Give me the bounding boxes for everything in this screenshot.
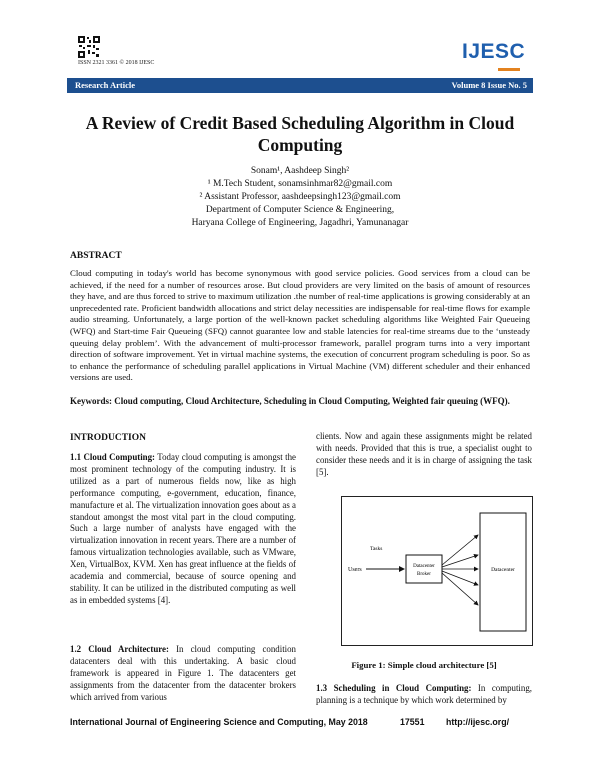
- department: Department of Computer Science & Engineering,: [205, 205, 395, 215]
- broker-label: Datacenter: [413, 564, 435, 569]
- abstract-heading: ABSTRACT: [70, 251, 122, 261]
- article-type: Research Article: [75, 80, 136, 90]
- introduction-heading: INTRODUCTION: [70, 433, 147, 443]
- broker-box: [406, 555, 442, 583]
- qr-code-icon: [78, 36, 100, 58]
- section-1-1-heading: 1.1 Cloud Computing:: [70, 452, 155, 462]
- page-number: 17551: [400, 717, 425, 727]
- figure-1: [341, 496, 533, 646]
- section-1-2-heading: 1.2 Cloud Architecture:: [70, 644, 169, 654]
- section-1-3: [316, 683, 532, 707]
- journal-url[interactable]: http://ijesc.org/: [446, 717, 510, 727]
- keywords: Keywords: Cloud computing, Cloud Architecture, Scheduling in Cloud Computing, Weighted fair queuing (WFQ).: [70, 396, 510, 406]
- volume-issue: Volume 8 Issue No. 5: [451, 80, 527, 90]
- affiliation-2: ² Assistant Professor, aashdeepsingh123@gmail.com: [199, 192, 401, 202]
- tasks-label: Tasks: [370, 546, 383, 552]
- author-block: [70, 165, 530, 230]
- authors: Sonam¹, Aashdeep Singh²: [250, 166, 350, 176]
- section-1-3-text: In computing, planning is a technique by which work determined by: [316, 683, 532, 705]
- right-column-text: clients. Now and again these assignments might be related with needs. Provided that this is true, a specialist ought to consider these needs and it is in charge of assigning the task [5].: [316, 431, 532, 477]
- broker-label-2: Broker: [417, 572, 431, 577]
- figure-caption: Figure 1: Simple cloud architecture [5]: [351, 660, 497, 670]
- affiliation-1: ¹ M.Tech Student, sonamsinhmar82@gmail.com: [207, 179, 393, 189]
- datacenter-label: Datacenter: [491, 567, 515, 573]
- section-1-1-text: Today cloud computing is amongst the most prominent technology of the computing industry. It is utilized as a part of numerous fields now, like as high performance computing, e-government, education, finance, manufacture et al. The virtualization innovation goes about as a standout amongst the most vital part in the cloud computing. Such a large number of analysts have engaged with the virtualization innovation in recent years. There are a number of famous virtualization technologies available, such as VMware, Xen, VirtualBox, KVM. Xen has great influence at the fields of academia and commercial, because of source opening and stability. It can be utilized in the distributed computing as well as in embedded systems [4].: [70, 452, 296, 605]
- abstract-text: Cloud computing in today's world has become synonymous with good service policies. Good services from a cloud can be achieved, if the need for a number of resources arose. But cloud providers are very limited on the basis of amount of resources they have, and are thus forced to strive to maximum utilization .the number of real-time applications is growing considerably at an unprecedented rate. Proficient bandwidth allocations and strict delay necessities are indispensable for real-time flows for example audio streaming. Unfortunately, a large portion of the well-known packet scheduling algorithms like Weighted Fair Queueing (WFQ) and Start-time Fair Queueing (SFQ) cannot guarantee low and stable latencies for real-time streams due to the ‘unsteady queuing delay problem’. With the advancement of multi-processor framework, parallel program turns into a very important direction of software improvement. Yet in virtual machine systems, the execution of concurrent program scheduling is poor. So as to enhance the performance of scheduling parallel applications in Virtual Machine (VM) different scheduler and their enhanced versions are used.: [70, 268, 530, 383]
- section-1-2-text: In cloud computing condition datacenters deal with this undertaking. A basic cloud framework is appeared in Figure 1. The datacenters get assignments from the datacenter from the datacenter brokers which arrived from various: [70, 644, 296, 702]
- section-1-2: [70, 644, 296, 704]
- section-1-3-heading: 1.3 Scheduling in Cloud Computing:: [316, 683, 472, 693]
- journal-logo[interactable]: IJESC: [462, 40, 526, 63]
- paper-title: A Review of Credit Based Scheduling Algorithm in Cloud Computing: [85, 113, 515, 155]
- college: Haryana College of Engineering, Jagadhri, Yamunanagar: [191, 218, 409, 228]
- footer-journal: International Journal of Engineering Science and Computing, May 2018: [70, 717, 368, 727]
- logo-accent-bar: [498, 68, 520, 71]
- users-label: Users: [348, 567, 362, 573]
- article-banner: [67, 78, 533, 93]
- cloud-architecture-diagram: [342, 497, 532, 645]
- section-1-1: [70, 452, 296, 607]
- broker-arrow-1: [442, 535, 478, 565]
- issn-text: ISSN 2321 3361 © 2018 IJESC: [78, 60, 155, 66]
